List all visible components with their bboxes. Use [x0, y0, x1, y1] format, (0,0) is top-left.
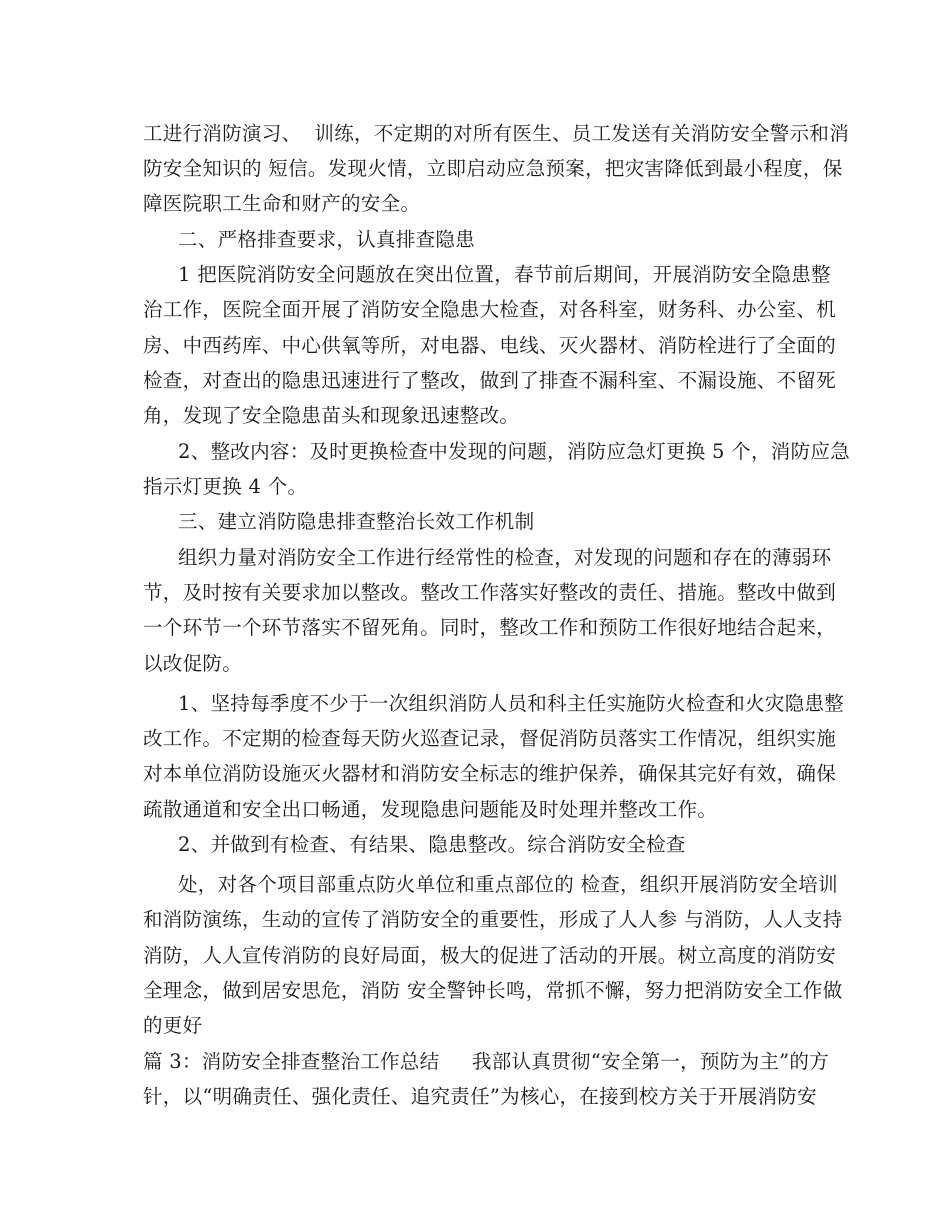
text-line: 针，以“明确责任、强化责任、追究责任”为核心，在接到校方关于开展消防安 [143, 1085, 817, 1108]
text-line: 防安全知识的 短信。发现火情，立即启动应急预案，把灾害降低到最小程度，保 [143, 157, 843, 180]
text-line: 消防，人人宣传消防的良好局面，极大的促进了活动的开展。树立高度的消防安 [143, 944, 837, 967]
text-line: 一个环节一个环节落实不留死角。同时，整改工作和预防工作很好地结合起来， [143, 616, 837, 639]
text-line: 全理念，做到居安思危，消防 安全警钟长鸣，常抓不懈，努力把消防安全工作做 [143, 979, 843, 1002]
article-heading: 篇 3：消防安全排查整治工作总结 我部认真贯彻“安全第一，预防为主”的方 [143, 1050, 830, 1073]
text-line: 1 把医院消防安全问题放在突出位置，春节前后期间，开展消防安全隐患整 [178, 263, 831, 286]
section-heading: 三、建立消防隐患排查整治长效工作机制 [178, 510, 535, 533]
text-line: 指示灯更换 4 个。 [143, 475, 308, 498]
text-line: 节，及时按有关要求加以整改。整改工作落实好整改的责任、措施。整改中做到 [143, 581, 837, 604]
text-line: 和消防演练，生动的宣传了消防安全的重要性，形成了人人参 与消防，人人支持 [143, 908, 843, 931]
text-line: 对本单位消防设施灭火器材和消防安全标志的维护保养，确保其完好有效，确保 [143, 762, 837, 785]
text-line: 房、中西药库、中心供氧等所，对电器、电线、灭火器材、消防栓进行了全面的 [143, 334, 837, 357]
text-line: 1、坚持每季度不少于一次组织消防人员和科主任实施防火检查和火灾隐患整 [178, 692, 845, 715]
text-line: 治工作，医院全面开展了消防安全隐患大检查，对各科室，财务科、办公室、机 [143, 298, 837, 321]
text-line: 组织力量对消防安全工作进行经常性的检查，对发现的问题和存在的薄弱环 [178, 546, 832, 569]
text-line: 工进行消防演习、 训练，不定期的对所有医生、员工发送有关消防安全警示和消 [143, 122, 849, 145]
text-line: 疏散通道和安全出口畅通，发现隐患问题能及时处理并整改工作。 [143, 798, 718, 821]
text-line: 2、并做到有检查、有结果、隐患整改。综合消防安全检查 [178, 833, 686, 856]
text-line: 改工作。不定期的检查每天防火巡查记录，督促消防员落实工作情况，组织实施 [143, 727, 837, 750]
text-line: 以改促防。 [143, 652, 243, 675]
text-line: 检查，对查出的隐患迅速进行了整改，做到了排查不漏科室、不漏设施、不留死 [143, 369, 837, 392]
text-line: 2、整改内容：及时更换检查中发现的问题，消防应急灯更换 5 个，消防应急 [178, 440, 851, 463]
section-heading: 二、严格排查要求，认真排查隐患 [178, 228, 476, 251]
text-line: 处，对各个项目部重点防火单位和重点部位的 检查，组织开展消防安全培训 [178, 873, 838, 896]
text-line: 障医院职工生命和财产的安全。 [143, 192, 421, 215]
text-line: 的更好 [143, 1014, 203, 1037]
text-line: 角，发现了安全隐患苗头和现象迅速整改。 [143, 404, 520, 427]
